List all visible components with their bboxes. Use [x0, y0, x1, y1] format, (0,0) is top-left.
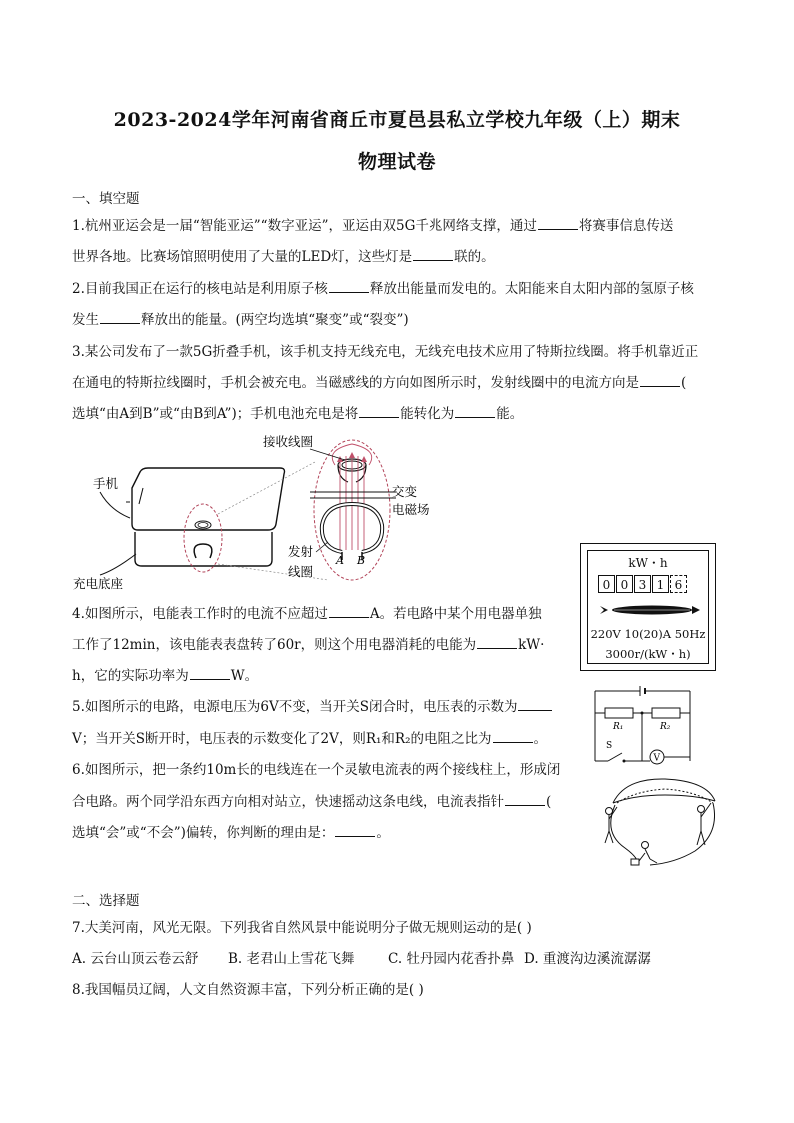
- q4-blank3[interactable]: [190, 667, 230, 680]
- q4-text: 4.如图所示，电能表工作时的电流不应超过: [72, 606, 328, 622]
- q2-text: 释放出能量而发电的。太阳能来自太阳内部的氢原子核: [369, 281, 694, 297]
- q4-line3: [72, 667, 258, 685]
- section-fill-blank: 一、填空题: [72, 191, 140, 207]
- q3-text: (: [681, 375, 687, 391]
- q6-text: 。: [376, 825, 390, 841]
- q3-text: 能。: [496, 406, 524, 422]
- label-b: B: [357, 554, 366, 567]
- q4-text: A。若电路中某个用电器单独: [369, 606, 542, 622]
- q4-blank1[interactable]: [329, 605, 369, 618]
- q3-blank1[interactable]: [640, 374, 680, 387]
- meter-digit: 3: [634, 575, 651, 593]
- q2-text: 发生: [72, 312, 99, 328]
- label-s: S: [606, 741, 613, 751]
- q4-text: kW·: [518, 637, 545, 653]
- meter-disc-icon: [600, 603, 700, 617]
- label-phone: 手机: [93, 476, 119, 491]
- meter-unit: kW・h: [628, 556, 668, 570]
- q3-text: 能转化为: [400, 406, 455, 422]
- q4-line2: [72, 636, 544, 654]
- q5-blank2[interactable]: [493, 730, 533, 743]
- meter-digit: 0: [598, 575, 615, 593]
- phone-shape: [132, 468, 285, 530]
- q2-line1: [72, 280, 694, 298]
- q1-line2: [72, 248, 495, 266]
- label-emit-1: 发射: [288, 544, 314, 559]
- label-base: 充电底座: [73, 576, 124, 590]
- q6-blank1[interactable]: [505, 793, 545, 806]
- label-a: A: [336, 554, 344, 567]
- section-multiple-choice: 二、选择题: [72, 893, 140, 909]
- q4-text: 工作了12min，该电能表表盘转了60r，则这个用电器消耗的电能为: [72, 637, 477, 653]
- q1-blank2[interactable]: [413, 248, 453, 261]
- q3-blank3[interactable]: [455, 405, 495, 418]
- q2-text: 2.目前我国正在运行的核电站是利用原子核: [72, 281, 328, 297]
- q2-line2: [72, 311, 409, 329]
- label-field-1: 交变: [392, 484, 418, 499]
- meter-digit: 0: [616, 575, 633, 593]
- swinging-wire-figure: [595, 773, 725, 873]
- meter-frame: [587, 550, 709, 664]
- label-r1: R₁: [613, 722, 624, 732]
- exam-title-line1: 2023-2024学年河南省商丘市夏邑县私立学校九年级（上）期末: [113, 109, 681, 131]
- q4-blank2[interactable]: [477, 636, 517, 649]
- q3-line3: [72, 405, 523, 423]
- q5-blank1[interactable]: [518, 698, 552, 711]
- q6-line1: 6.如图所示，把一条约10m长的电线连在一个灵敏电流表的两个接线柱上，形成闭: [72, 762, 561, 778]
- label-emit-2: 线圈: [288, 564, 314, 579]
- q3-text: 选填“由A到B”或“由B到A”)；手机电池充电是将: [72, 406, 359, 422]
- label-r2: R₂: [660, 722, 671, 732]
- q5-line1: [72, 698, 553, 716]
- meter-digit: 1: [652, 575, 669, 593]
- q2-blank1[interactable]: [329, 280, 369, 293]
- q1-text: 联的。: [454, 249, 495, 265]
- galvanometer-icon: [631, 859, 639, 865]
- q6-text: (: [546, 794, 552, 810]
- q3-blank2[interactable]: [359, 405, 399, 418]
- q2-text: 释放出的能量。(两空均选填“聚变”或“裂变”): [141, 312, 409, 328]
- exam-title-line2: 物理试卷: [357, 151, 436, 173]
- q6-text: 选填“会”或“不会”)偏转，你判断的理由是：: [72, 825, 335, 841]
- q1-blank1[interactable]: [538, 217, 578, 230]
- meter-spec-1: 220V 10(20)A 50Hz: [590, 627, 706, 641]
- meter-digits: [598, 575, 688, 593]
- q7-option-a[interactable]: A. 云台山顶云卷云舒: [72, 951, 199, 967]
- label-receive-coil: 接收线圈: [263, 434, 314, 449]
- student-kneeling: [639, 842, 657, 864]
- wireless-charging-figure: [70, 430, 450, 590]
- charging-base-shape: [135, 532, 272, 566]
- q6-text: 合电路。两个同学沿东西方向相对站立，快速摇动这条电线，电流表指针: [72, 794, 504, 810]
- q4-line1: [72, 605, 542, 623]
- q6-line3: [72, 824, 390, 842]
- circuit-figure: [590, 683, 700, 773]
- q7-option-d[interactable]: D. 重渡沟边溪流潺潺: [524, 951, 651, 967]
- q5-text: 5.如图所示的电路，电源电压为6V不变，当开关S闭合时，电压表的示数为: [72, 699, 518, 715]
- q5-text: V；当开关S断开时，电压表的示数变化了2V，则R₁和R₂的电阻之比为: [72, 731, 492, 747]
- meter-digit-decimal: 6: [670, 575, 687, 593]
- q7-option-c[interactable]: C. 牡丹园内花香扑鼻: [388, 951, 515, 967]
- q4-text: h，它的实际功率为: [72, 668, 189, 684]
- q7-stem: 7.大美河南，风光无限。下列我省自然风景中能说明分子做无规则运动的是( ): [72, 920, 532, 936]
- q8-stem: 8.我国幅员辽阔，人文自然资源丰富，下列分析正确的是( ): [72, 982, 424, 998]
- q1-text: 世界各地。比赛场馆照明使用了大量的LED灯，这些灯是: [72, 249, 413, 265]
- label-field-2: 电磁场: [392, 502, 430, 517]
- student-right: [697, 803, 711, 845]
- q1-text: 1.杭州亚运会是一届“智能亚运”“数字亚运”，亚运由双5G千兆网络支撑，通过: [72, 218, 537, 234]
- q7-option-b[interactable]: B. 老君山上雪花飞舞: [228, 951, 355, 967]
- q6-blank2[interactable]: [335, 824, 375, 837]
- q3-line2: [72, 374, 686, 392]
- q5-text: 。: [533, 731, 547, 747]
- q1-text: 将赛事信息传送: [578, 218, 674, 234]
- q7-options: [72, 950, 692, 968]
- q3-line1: 3.某公司发布了一款5G折叠手机，该手机支持无线充电，无线充电技术应用了特斯拉线圈。将手机靠近正: [72, 344, 699, 360]
- q4-text: W。: [230, 668, 259, 684]
- electric-meter-figure: [580, 543, 716, 671]
- q3-text: 在通电的特斯拉线圈时，手机会被充电。当磁感线的方向如图所示时，发射线圈中的电流方向是: [72, 375, 639, 391]
- meter-spec-2: 3000r/(kW・h): [605, 647, 691, 661]
- q6-line2: [72, 793, 551, 811]
- label-v: V: [653, 753, 660, 764]
- q2-blank2[interactable]: [100, 311, 140, 324]
- q5-line2: [72, 730, 547, 748]
- q1-line1: [72, 217, 673, 235]
